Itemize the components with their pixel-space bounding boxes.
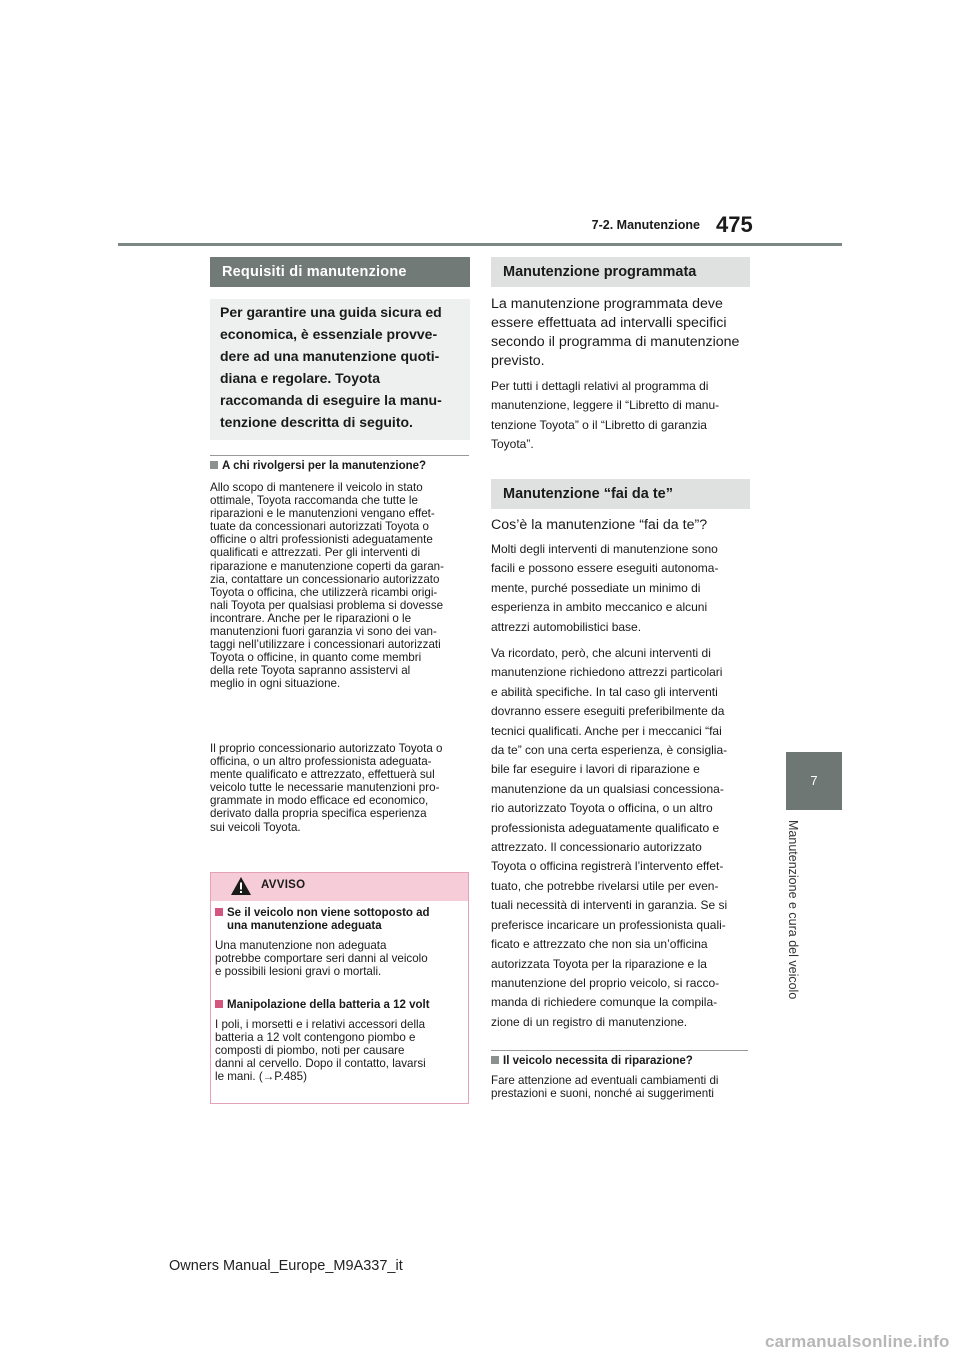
paragraph-who-to-contact <box>210 481 469 691</box>
intro-line: diana e regolare. Toyota <box>220 370 381 386</box>
text-line: esperienza in ambito meccanico e alcuni <box>491 600 708 615</box>
section-heading-maintenance-requirements: Requisiti di manutenzione <box>210 257 470 287</box>
bullet-square-icon <box>210 461 218 469</box>
paragraph-diy-intro <box>491 540 749 637</box>
warning-body-battery <box>215 1018 463 1083</box>
watermark: carmanualsonline.info <box>765 1332 950 1351</box>
bullet-square-icon <box>215 1000 223 1008</box>
intro-line: economica, è essenziale provve- <box>220 326 438 342</box>
chapter-title: Manutenzione e cura del veicolo <box>786 820 800 1000</box>
text-line: Toyota o officina registrerà l’intervento effet- <box>491 859 724 874</box>
intro-line: dere ad una manutenzione quoti- <box>220 348 440 364</box>
text-line: della rete Toyota sapranno assistervi al <box>210 664 411 678</box>
text-line: Va ricordato, però, che alcuni interventi di <box>491 646 711 660</box>
page-number: 475 <box>716 212 753 237</box>
text-line: da te” con una certa esperienza, è consiglia- <box>491 743 728 758</box>
subhead-text: Il veicolo necessita di riparazione? <box>503 1055 693 1067</box>
text-line: grammate in modo efficace ed economico, <box>210 794 429 808</box>
bullet-square-icon <box>215 908 223 916</box>
text-line: officine o altri professionisti adeguatamente <box>210 533 433 547</box>
text-line: La manutenzione programmata deve <box>491 296 723 312</box>
paragraph-scheduled-maintenance <box>491 377 749 455</box>
warning-header <box>211 873 468 901</box>
subhead-text: A chi rivolgersi per la manutenzione? <box>222 460 427 472</box>
text-line: attrezzi automobilistici base. <box>491 619 642 634</box>
section-title: 7-2. Manutenzione <box>591 218 700 232</box>
paragraph-needs-repair <box>491 1074 749 1100</box>
warning-box <box>210 872 469 1104</box>
text-line: I poli, i morsetti e i relativi accessori della <box>215 1018 426 1031</box>
text-line: Fare attenzione ad eventuali cambiamenti di <box>491 1074 719 1087</box>
intro-line: raccomanda di eseguire la manu- <box>220 392 442 408</box>
text-line: e possibili lesioni gravi o mortali. <box>215 965 382 979</box>
section-heading-diy-maintenance: Manutenzione “fai da te” <box>491 479 750 509</box>
text-line: derivato dalla propria specifica esperienza <box>210 807 427 821</box>
text-line: tuali necessità di interventi in garanzia. Se si <box>491 898 728 913</box>
chapter-tab-number: 7 <box>786 752 842 810</box>
intro-line: tenzione descritta di seguito. <box>220 414 413 430</box>
text-line: Il proprio concessionario autorizzato Toyota o <box>210 742 443 755</box>
text-line: qualificati e attrezzati. Per gli interventi di <box>210 546 421 560</box>
subhead-needs-repair <box>491 1050 748 1067</box>
page-reference-link[interactable]: le mani. (→P.485) <box>215 1070 307 1084</box>
text-line: tuate da concessionari autorizzati Toyota o <box>210 520 429 534</box>
text-line: essere effettuata ad intervalli specifici <box>491 315 727 331</box>
text-line: Se il veicolo non viene sottoposto ad <box>227 907 430 919</box>
text-line: manda di richiedere comunque la compila- <box>491 995 718 1010</box>
text-line: rio autorizzato Toyota o officina, o un altro <box>491 801 713 816</box>
text-line: manutenzione richiedono attrezzi particolari <box>491 665 723 680</box>
text-line: riparazione e manutenzione coperti da garan- <box>210 559 444 573</box>
text-line: ottimale, Toyota raccomanda che tutte le <box>210 494 418 508</box>
text-line: manutenzioni fuori garanzia vi sono dei van- <box>210 625 437 639</box>
text-line: Toyota”. <box>491 437 534 452</box>
text-line: tenzione Toyota” o il “Libretto di garanzia <box>491 417 707 432</box>
text-line: manutenzione del proprio veicolo, si racco- <box>491 975 720 990</box>
text-line: professionista adeguatamente qualificato e <box>491 820 720 835</box>
text-line: secondo il programma di manutenzione <box>491 334 740 350</box>
lead-diy-maintenance: Cos’è la manutenzione “fai da te”? <box>491 517 708 533</box>
warning-subhead-battery <box>215 999 465 1012</box>
text-line: sui veicoli Toyota. <box>210 820 301 834</box>
text-line: previsto. <box>491 353 545 369</box>
text-line: nali Toyota per qualsiasi problema si dovesse <box>210 598 444 612</box>
text-line: batteria a 12 volt contengono piombo e <box>215 1031 416 1045</box>
warning-subhead-maintenance <box>215 907 465 933</box>
bullet-square-icon <box>491 1056 499 1064</box>
footer-document-id: Owners Manual_Europe_M9A337_it <box>169 1258 403 1274</box>
subhead-who-to-contact <box>210 455 469 472</box>
chapter-tab-label <box>782 820 804 1000</box>
text-line: Per tutti i dettagli relativi al programma di <box>491 379 709 393</box>
section-heading-scheduled-maintenance: Manutenzione programmata <box>491 257 750 287</box>
text-line: meglio in ogni situazione. <box>210 677 341 691</box>
text-line: taggi nell’utilizzare i concessionari autorizzati <box>210 638 441 652</box>
text-line: manutenzione da un qualsiasi concessiona- <box>491 781 724 796</box>
text-line: Molti degli interventi di manutenzione sono <box>491 542 718 556</box>
text-line: Allo scopo di mantenere il veicolo in stato <box>210 481 423 494</box>
text-line: Manipolazione della batteria a 12 volt <box>227 999 430 1011</box>
text-line: attrezzato. Il concessionario autorizzato <box>491 840 702 855</box>
intro-line: Per garantire una guida sicura ed <box>220 304 442 320</box>
text-line: ficato e attrezzato che non sia un’officina <box>491 937 708 952</box>
text-line: Toyota o officina, che utilizzerà ricambi origi- <box>210 585 438 599</box>
text-line: composti di piombo, noti per causare <box>215 1044 405 1058</box>
text-line: dovranno essere eseguiti preferibilmente da <box>491 704 725 719</box>
text-line: veicolo tutte le necessarie manutenzioni pro- <box>210 781 440 795</box>
text-line: mente, purché possediate un minimo di <box>491 580 701 595</box>
text-line: danni al cervello. Dopo il contatto, lavarsi <box>215 1057 426 1071</box>
text-line: Toyota o officine, in quanto come membri <box>210 651 422 665</box>
text-line: incontrare. Anche per le riparazioni o le <box>210 611 412 625</box>
text-line: bile far eseguire i lavori di riparazione e <box>491 762 700 777</box>
text-line: facili e possono essere eseguiti autonoma- <box>491 561 719 576</box>
text-line: mente qualificato e attrezzato, effettuerà sul <box>210 768 435 782</box>
warning-body-maintenance <box>215 939 463 978</box>
text-line: manutenzione, leggere il “Libretto di manu- <box>491 398 720 413</box>
text-line: una manutenzione adeguata <box>227 920 382 932</box>
paragraph-diy-details <box>491 644 749 1032</box>
text-line: tuato, che potrebbe rivelarsi utile per even- <box>491 878 719 893</box>
text-line: zia, contattare un concessionario autorizzato <box>210 572 440 586</box>
text-line: tecnici qualificati. Anche per i meccanici “fai <box>491 723 722 738</box>
text-line: preferisce incaricare un professionista quali- <box>491 917 726 932</box>
warning-triangle-icon <box>230 876 252 896</box>
text-line: riparazioni e le manutenzioni vengano effet- <box>210 507 435 521</box>
text-line: e abilità specifiche. In tal caso gli interventi <box>491 684 718 699</box>
text-line: autorizzata Toyota per la riparazione e la <box>491 956 707 971</box>
intro-box <box>210 299 470 440</box>
text-line: potrebbe comportare seri danni al veicolo <box>215 952 428 966</box>
text-line: Una manutenzione non adeguata <box>215 939 387 952</box>
text-line: zione di un registro di manutenzione. <box>491 1014 688 1029</box>
lead-scheduled-maintenance <box>491 295 751 371</box>
paragraph-dealer <box>210 742 469 834</box>
warning-title: AVVISO <box>261 879 306 891</box>
header-rule <box>118 243 842 246</box>
text-line: officina, o un altro professionista adeguata- <box>210 755 432 769</box>
text-line: prestazioni e suoni, nonché ai suggerimenti <box>491 1087 714 1101</box>
